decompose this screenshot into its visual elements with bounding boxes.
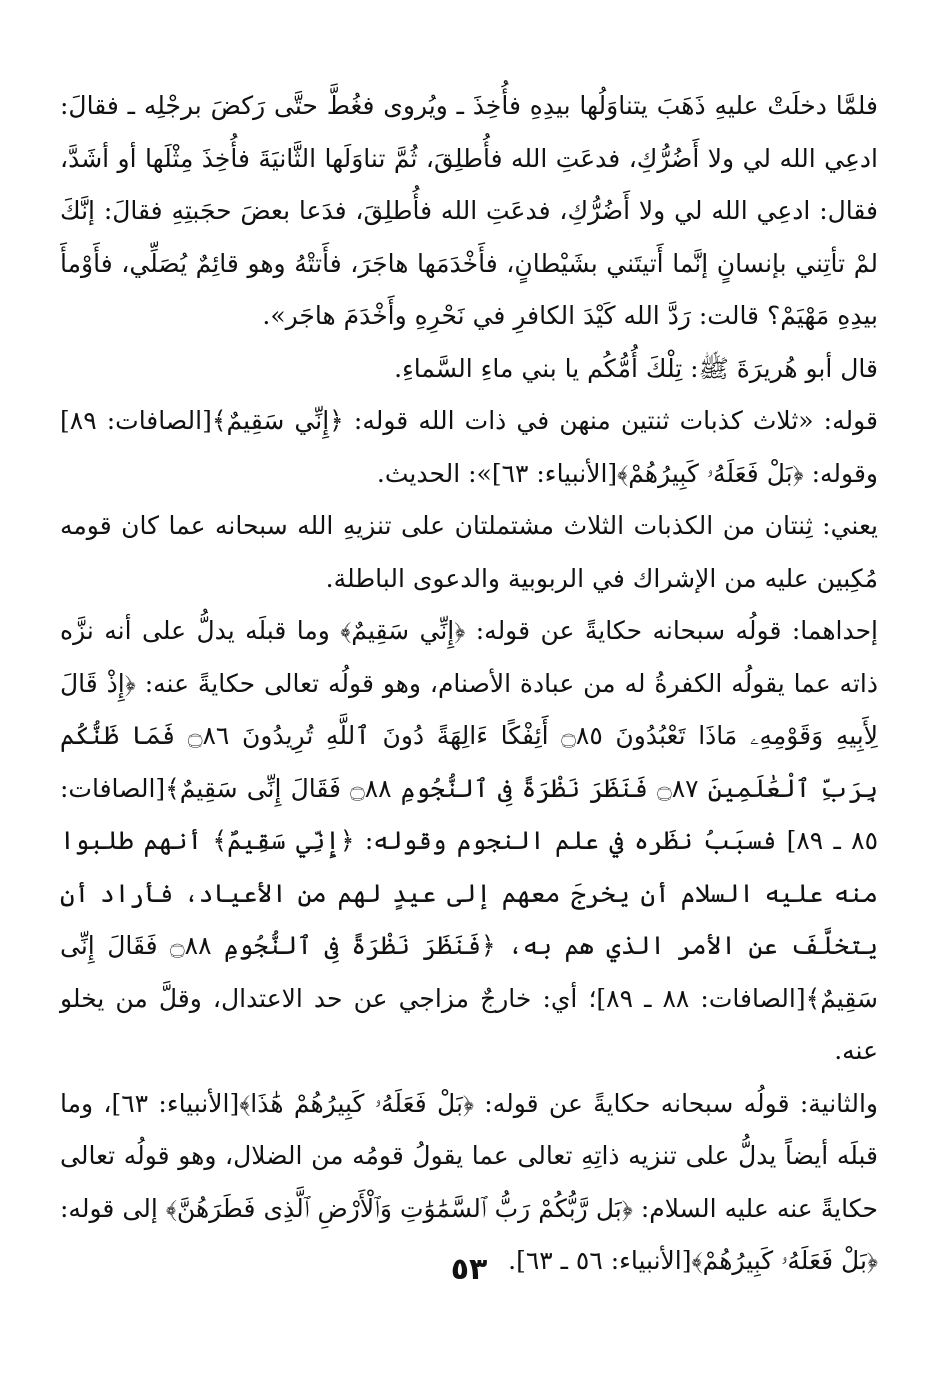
page-body (60, 80, 878, 1288)
paragraph-explanation: يعني: ثِنتان من الكذبات الثلاث مشتملتان على تنزيهِ الله سبحانه عما كان قومه مُكِبين عليه من الإشراك في الربوبية والدعوى الباطلة. (60, 511, 878, 593)
paragraph-abu-hurayra-quote: قال أبو هُريرَةَ ﷺ: تِلْكَ أُمُّكُم يا بني ماءِ السَّماءِ. (394, 353, 878, 383)
paragraph-first-lie: إحداهما: قولُه سبحانه حكايةً عن قوله: ﴿إِنِّي سَقِيمٌ﴾ وما قبلَه يدلُّ على أنه نزَّه ذاته عما يقولُه الكفرةُ له من عبادة الأصنام، وهو قولُه تعالى حكايةً عنه: ﴿إِذْ قَالَ لِأَبِيهِ وَقَوْمِهِۦ مَاذَا تَعْبُدُونَ ۝٨٥ أَئِفْكًا ءَالِهَةً دُونَ ٱللَّهِ تُرِيدُونَ ۝٨٦ فَمَا ظَنُّكُم بِرَبِّ ٱلْعَٰلَمِينَ ۝٨٧ فَنَظَرَ نَظْرَةً فِى ٱلنُّجُومِ ۝٨٨ فَقَالَ إِنِّى سَقِيمٌ﴾[الصافات: ٨٥ ـ ٨٩] فسبَبُ نظَره في علم النجوم وقوله: ﴿إِنِّي سَقِيمٌ﴾ أنهم طلبوا منه عليه السلام أن يخرجَ معهم إلى عيدٍ لهم من الأعياد، فأراد أن يتخلَّفَ عن الأمر الذي هم به، ﴿فَنَظَرَ نَظْرَةً فِى ٱلنُّجُومِ ۝٨٨ فَقَالَ إِنِّى سَقِيمٌ﴾[الصافات: ٨٨ ـ ٨٩]؛ أي: خارجٌ مزاجي عن حد الاعتدال، وقلَّ من يخلو عنه. (60, 616, 878, 1065)
paragraph-hadith-continuation: فلمَّا دخلَتْ عليهِ ذَهَبَ يتناوَلُها بيدِهِ فأُخِذَ ـ ويُروى فغُطَّ حتَّى رَكضَ برجْلِه ـ فقالَ: ادعِي الله لي ولا أَضُرُّكِ، فدعَتِ الله فأُطلِقَ، ثُمَّ تناوَلَها الثَّانيَةَ فأُخِذَ مِثْلَها أو أشَدَّ، فقال: ادعِي الله لي ولا أَضُرُّكِ، فدعَتِ الله فأُطلِقَ، فدَعا بعضَ حجَبتِهِ فقالَ: إنَّكَ لمْ تأتِني بإنسانٍ إنَّما أَتيتَني بشَيْطانٍ، فأَخْدَمَها هاجَرَ، فأَتتْهُ وهو قائِمٌ يُصَلِّي، فأَوْمأَ بيدِهِ مَهْيَمْ؟ قالت: رَدَّ الله كَيْدَ الكافرِ في نَحْرِهِ وأَخْدَمَ هاجَر». (60, 91, 878, 330)
paragraph-second-lie: والثانية: قولُه سبحانه حكايةً عن قوله: ﴿بَلْ فَعَلَهُۥ كَبِيرُهُمْ هَٰذَا﴾[الأنبياء: ٦٣]، وما قبلَه أيضاً يدلُّ على تنزيه ذاتِهِ تعالى عما يقولُ قومُه من الضلال، وهو قولُه تعالى حكايةً عنه عليه السلام: ﴿بَل رَّبُّكُمْ رَبُّ ٱلسَّمَٰوَٰتِ وَٱلْأَرْضِ ٱلَّذِى فَطَرَهُنَّ﴾ إلى قوله: ﴿بَلْ فَعَلَهُۥ كَبِيرُهُمْ﴾[الأنبياء: ٥٦ ـ ٦٣]. (60, 1088, 878, 1275)
paragraph-three-lies-quote: قوله: «ثلاث كذبات ثنتين منهن في ذات الله قوله: ﴿إِنِّي سَقِيمٌ﴾[الصافات: ٨٩] وقوله: ﴿بَلْ فَعَلَهُۥ كَبِيرُهُمْ﴾[الأنبياء: ٦٣]»: الحديث. (60, 406, 878, 488)
page-number: ٥٣ (450, 1252, 488, 1287)
